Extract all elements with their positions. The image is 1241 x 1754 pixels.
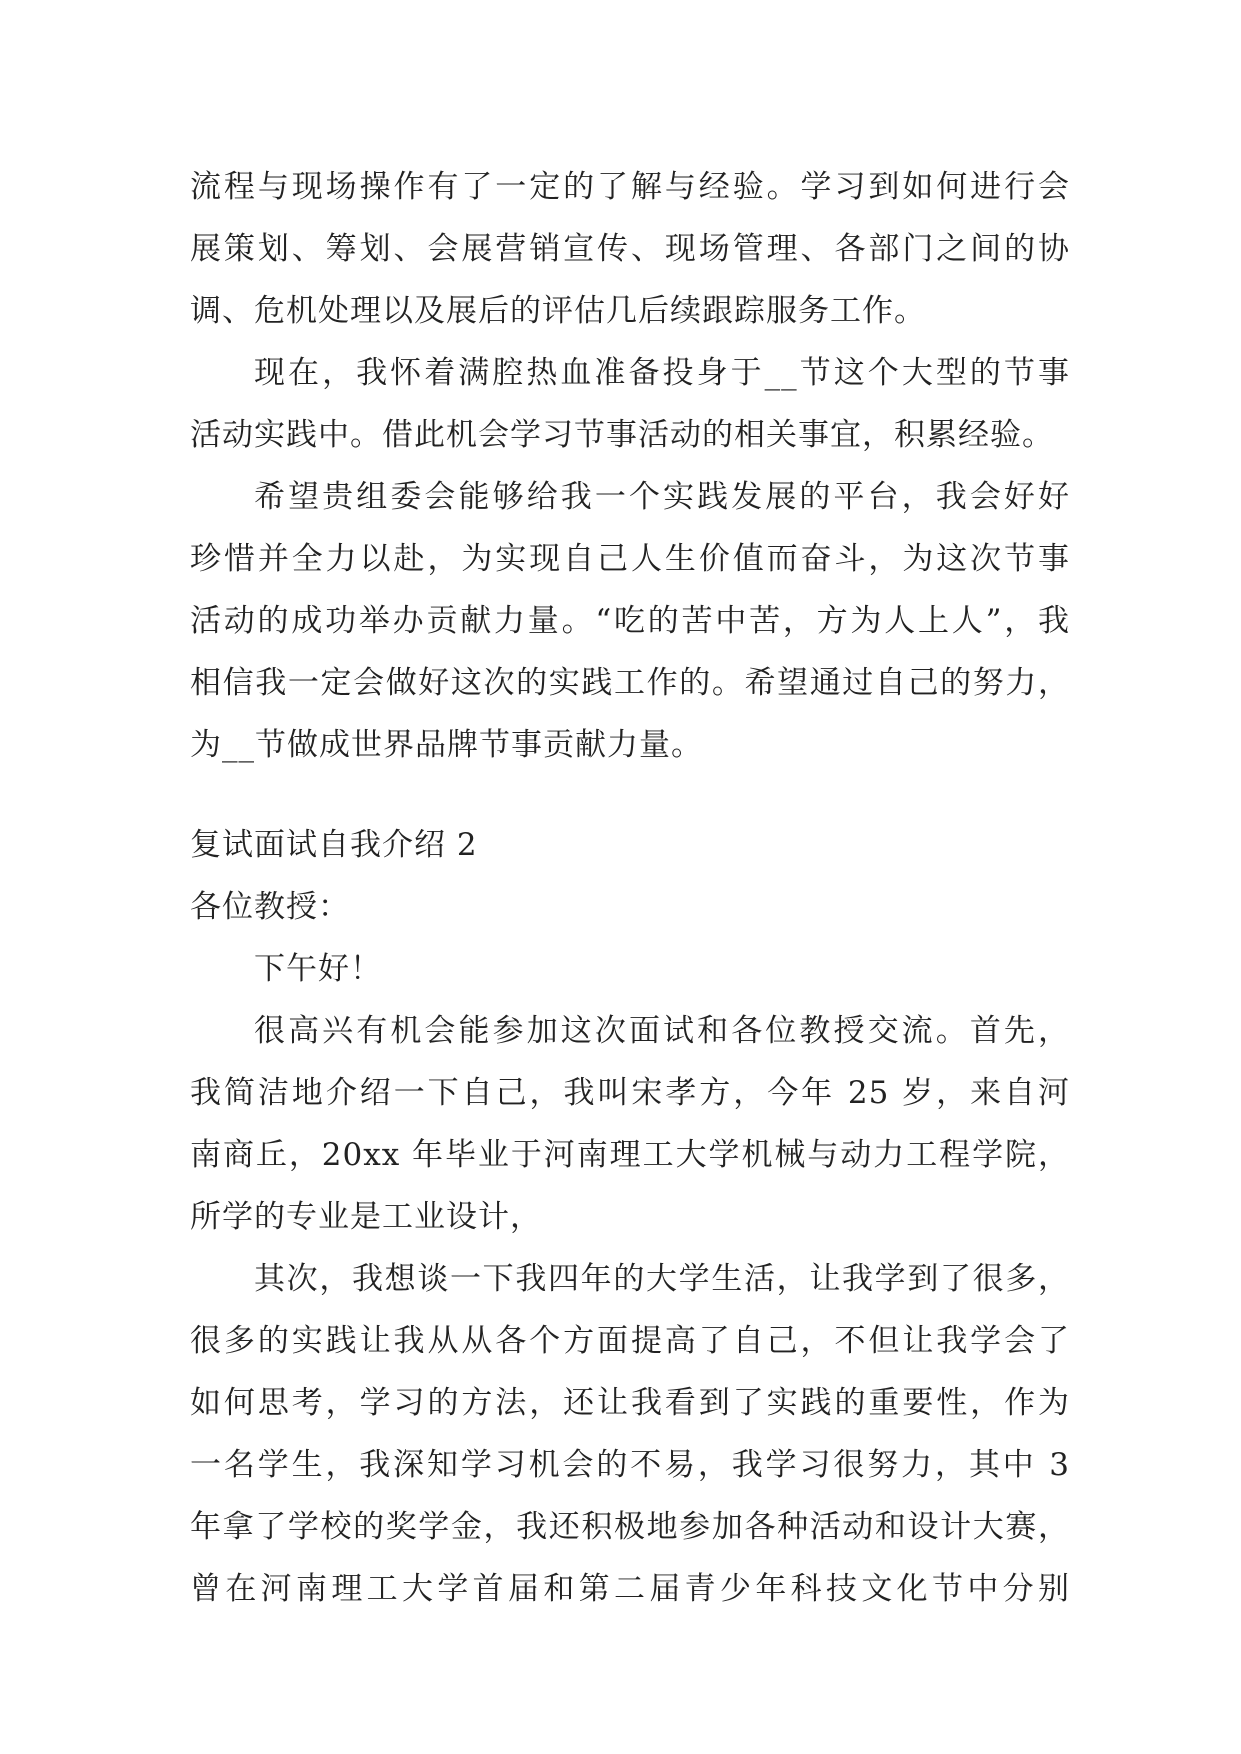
text-line: 流程与现场操作有了一定的了解与经验。学习到如何进行会	[190, 169, 1070, 205]
text-line: 南商丘，20xx 年毕业于河南理工大学机械与动力工程学院，	[190, 1137, 1070, 1173]
paragraph-now	[190, 342, 1070, 466]
text-line: 其次，我想谈一下我四年的大学生活，让我学到了很多，	[254, 1261, 1070, 1297]
text-line: 如何思考，学习的方法，还让我看到了实践的重要性，作为	[190, 1385, 1070, 1421]
text-line: 活动的成功举办贡献力量。“吃的苦中苦，方为人上人”，我	[190, 603, 1070, 639]
text-line: 为__节做成世界品牌节事贡献力量。	[190, 727, 703, 763]
section-heading: 复试面试自我介绍 2	[190, 827, 478, 863]
text-line: 曾在河南理工大学首届和第二届青少年科技文化节中分别	[190, 1571, 1070, 1607]
document-body	[190, 156, 1070, 1620]
text-line: 很高兴有机会能参加这次面试和各位教授交流。首先，	[254, 1013, 1070, 1049]
salutation: 各位教授：	[190, 889, 350, 925]
paragraph-continuation	[190, 156, 1070, 342]
text-line: 所学的专业是工业设计，	[190, 1199, 542, 1235]
paragraph-hope	[190, 466, 1070, 776]
paragraph-intro	[190, 1000, 1070, 1248]
text-line: 现在，我怀着满腔热血准备投身于__节这个大型的节事	[254, 355, 1070, 391]
text-line: 希望贵组委会能够给我一个实践发展的平台，我会好好	[254, 479, 1070, 515]
text-line: 一名学生，我深知学习机会的不易，我学习很努力，其中 3	[190, 1447, 1070, 1483]
greeting: 下午好！	[254, 951, 382, 987]
text-line: 我简洁地介绍一下自己，我叫宋孝方，今年 25 岁，来自河	[190, 1075, 1070, 1111]
paragraph-university-life	[190, 1248, 1070, 1620]
text-line: 相信我一定会做好这次的实践工作的。希望通过自己的努力，	[190, 665, 1070, 701]
text-line: 调、危机处理以及展后的评估几后续跟踪服务工作。	[190, 293, 926, 329]
text-line: 年拿了学校的奖学金，我还积极地参加各种活动和设计大赛，	[190, 1509, 1070, 1545]
text-line: 珍惜并全力以赴，为实现自己人生价值而奋斗，为这次节事	[190, 541, 1070, 577]
text-line: 很多的实践让我从从各个方面提高了自己，不但让我学会了	[190, 1323, 1070, 1359]
text-line: 展策划、筹划、会展营销宣传、现场管理、各部门之间的协	[190, 231, 1070, 267]
text-line: 活动实践中。借此机会学习节事活动的相关事宜，积累经验。	[190, 417, 1054, 453]
